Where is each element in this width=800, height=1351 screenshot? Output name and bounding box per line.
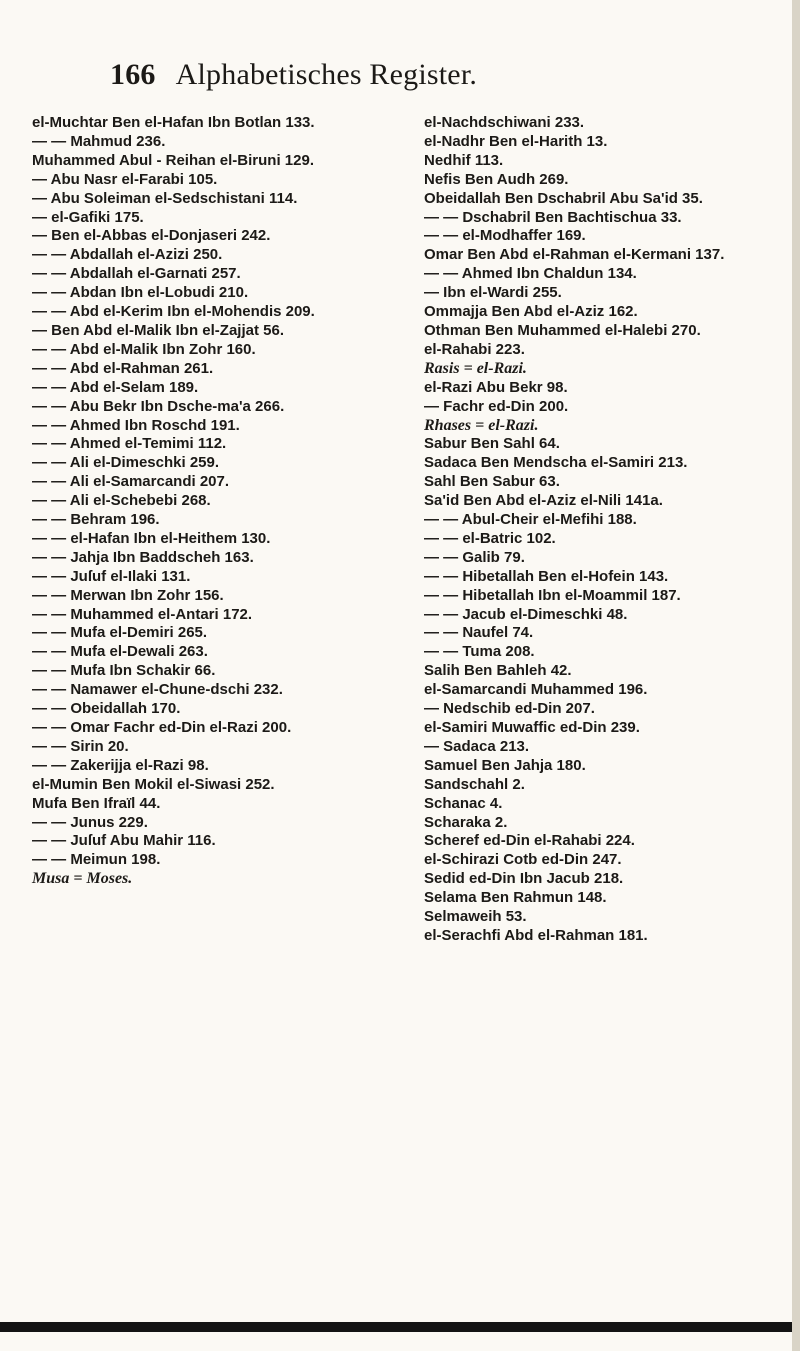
cross-reference-entry (424, 417, 796, 436)
register-entry: Nedhif 113. (424, 151, 504, 169)
register-entry: — — Mufa Ibn Schakir 66. (32, 662, 216, 680)
register-entry: — — el-Modhaffer 169. (424, 227, 586, 245)
register-entry: Samuel Ben Jahja 180. (424, 756, 586, 774)
register-entry: — Nedschib ed-Din 207. (424, 700, 595, 718)
page-right-edge (792, 0, 800, 1351)
register-entry: — — Naufel 74. (424, 624, 534, 642)
register-entry: — — Namawer el-Chune-dschi 232. (32, 681, 283, 699)
register-entry: Sadaca Ben Mendscha el-Samiri 213. (424, 454, 688, 472)
register-entry: — — Sirin 20. (32, 737, 129, 755)
register-entry: Othman Ben Muhammed el-Halebi 270. (424, 321, 701, 339)
register-entry: — Ben el-Abbas el-Donjaseri 242. (32, 227, 271, 245)
register-entry: — Ben Abd el-Malik Ibn el-Zajjat 56. (32, 321, 284, 339)
register-entry: — — Mahmud 236. (32, 132, 166, 150)
register-entry: — Sadaca 213. (424, 737, 530, 755)
register-entry: — — Abd el-Malik Ibn Zohr 160. (32, 340, 256, 358)
register-entry: — — Ahmed Ibn Chaldun 134. (424, 265, 637, 283)
cross-reference-entry (424, 360, 796, 379)
cross-reference-part: el-Razi. (476, 359, 527, 377)
register-entry: — Fachr ed-Din 200. (424, 397, 569, 415)
cross-reference-part: = (463, 359, 473, 377)
register-entry: — — Hibetallah Ibn el-Moammil 187. (424, 586, 681, 604)
register-entry: — — el-Hafan Ibn el-Heithem 130. (32, 529, 271, 547)
register-entry: — Abu Nasr el-Farabi 105. (32, 170, 218, 188)
register-entry: el-Nachdschiwani 233. (424, 114, 585, 131)
register-entry: — — Abdallah el-Garnati 257. (32, 265, 241, 283)
register-entry: el-Schirazi Cotb ed-Din 247. (424, 851, 622, 869)
register-entry: Nefis Ben Audh 269. (424, 170, 569, 188)
register-entry: el-Samiri Muwaffic ed-Din 239. (424, 719, 640, 736)
register-entry: — — Ali el-Dimeschki 259. (32, 454, 220, 472)
register-entry: Omar Ben Abd el-Rahman el-Kermani 137. (424, 246, 725, 264)
cross-reference-part: Rasis (424, 359, 460, 377)
register-entry: — — Zakerijja el-Razi 98. (32, 756, 209, 774)
register-entry: — — Galib 79. (424, 548, 525, 566)
register-entry: Salih Ben Bahleh 42. (424, 662, 572, 680)
register-entry: — — Meimun 198. (32, 851, 161, 869)
register-entry: — — Mufa el-Dewali 263. (32, 643, 208, 661)
register-entry: Sa'id Ben Abd el-Aziz el-Nili 141a. (424, 492, 663, 510)
register-entry: — — Abdan Ibn el-Lobudi 210. (32, 284, 249, 302)
register-entry: — — Juſuf el-Ilaki 131. (32, 567, 191, 585)
register-entry: el-Rahabi 223. (424, 340, 525, 358)
register-entry: el-Razi Abu Bekr 98. (424, 378, 568, 396)
register-entry: — — Dschabril Ben Bachtischua 33. (424, 208, 682, 226)
cross-reference-part: = (73, 870, 83, 888)
register-entry: — el-Gafiki 175. (32, 208, 144, 226)
register-entry: — — Ahmed Ibn Roschd 191. (32, 416, 240, 434)
cross-reference-part: Rhases (424, 416, 472, 434)
register-entry: Selama Ben Rahmun 148. (424, 889, 607, 907)
right-column (424, 114, 796, 946)
cross-reference-part: el-Razi. (488, 416, 539, 434)
register-entry: — Ibn el-Wardi 255. (424, 284, 562, 302)
register-entry: — — Hibetallah Ben el-Hofein 143. (424, 567, 669, 585)
register-entry: — — Abdallah el-Azizi 250. (32, 246, 223, 264)
register-entry: Selmaweih 53. (424, 908, 527, 926)
register-entry: Sabur Ben Sahl 64. (424, 435, 560, 453)
register-entry: — — Jahja Ibn Baddscheh 163. (32, 548, 254, 566)
register-entry: — — Junus 229. (32, 813, 148, 831)
register-entry: el-Muchtar Ben el-Hafan Ibn Botlan 133. (32, 114, 315, 131)
page-title: Alphabetisches Register. (175, 58, 478, 91)
register-entry: — Abu Soleiman el-Sedschistani 114. (32, 189, 298, 207)
register-entry: — — Juſuf Abu Mahir 116. (32, 832, 216, 850)
register-entry: Mufa Ben Ifraïl 44. (32, 794, 161, 812)
register-entry: Sahl Ben Sabur 63. (424, 473, 560, 491)
register-entry: — — el-Batric 102. (424, 529, 556, 547)
register-entry: el-Serachfi Abd el-Rahman 181. (424, 926, 648, 944)
register-entry: Muhammed Abul - Reihan el-Biruni 129. (32, 151, 314, 169)
register-entry: — — Merwan Ibn Zohr 156. (32, 586, 224, 604)
page-header (110, 58, 477, 92)
register-entry: — — Abd el-Rahman 261. (32, 359, 214, 377)
register-entry: — — Tuma 208. (424, 643, 535, 661)
register-entry: — — Abd el-Kerim Ibn el-Mohendis 209. (32, 303, 315, 321)
cross-reference-part: Musa (32, 870, 70, 888)
register-entry: — — Obeidallah 170. (32, 700, 181, 718)
cross-reference-part: Moses. (86, 870, 133, 888)
cross-reference-entry (32, 870, 412, 889)
register-entry: — — Behram 196. (32, 511, 160, 529)
register-entry: Ommajja Ben Abd el-Aziz 162. (424, 303, 638, 321)
page-number: 166 (110, 58, 156, 91)
register-entry: — — Ali el-Schebebi 268. (32, 492, 211, 510)
register-entry: — — Abd el-Selam 189. (32, 378, 199, 396)
register-entry: Sedid ed-Din Ibn Jacub 218. (424, 870, 624, 888)
register-entry: — — Abul-Cheir el-Mefihi 188. (424, 511, 637, 529)
register-entry: Obeidallah Ben Dschabril Abu Sa'id 35. (424, 189, 703, 207)
register-entry: — — Ali el-Samarcandi 207. (32, 473, 230, 491)
register-entry: — — Abu Bekr Ibn Dsche-ma'a 266. (32, 397, 285, 415)
cross-reference-part: = (475, 416, 485, 434)
page-bottom-edge (0, 1322, 800, 1332)
register-entry: Schanac 4. (424, 794, 503, 812)
register-entry: — — Muhammed el-Antari 172. (32, 605, 253, 623)
register-entry: — — Omar Fachr ed-Din el-Razi 200. (32, 719, 292, 736)
register-entry: Scheref ed-Din el-Rahabi 224. (424, 832, 635, 850)
left-column (32, 114, 412, 889)
register-entry: Sandschahl 2. (424, 775, 525, 793)
register-entry: el-Nadhr Ben el-Harith 13. (424, 132, 608, 150)
register-entry: — — Mufa el-Demiri 265. (32, 624, 208, 642)
register-entry: el-Samarcandi Muhammed 196. (424, 681, 648, 699)
register-entry: — — Ahmed el-Temimi 112. (32, 435, 227, 453)
register-entry: el-Mumin Ben Mokil el-Siwasi 252. (32, 775, 275, 793)
register-entry: — — Jacub el-Dimeschki 48. (424, 605, 628, 623)
register-entry: Scharaka 2. (424, 813, 508, 831)
